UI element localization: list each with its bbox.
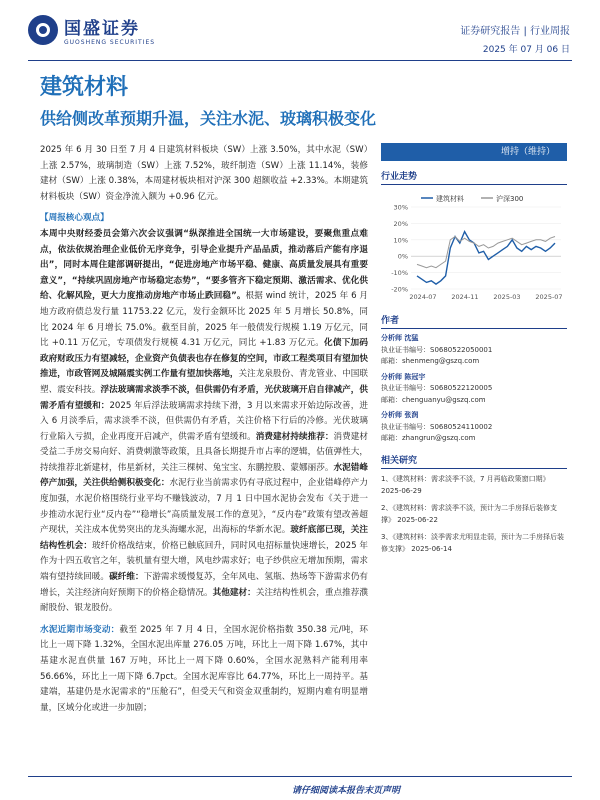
rating-badge: 增持（维持） — [381, 143, 567, 161]
y-tick-label: 0% — [397, 252, 408, 261]
core-bold-7: 碳纤维： — [109, 572, 144, 583]
core-text-5: 水泥行业当前需求仍有寻底过程中，企业错峰停产力度加强，水泥价格围绕行业平均不赚钱波动，7 月 1 日中国水泥协会发布《关于进一步推动水泥行业“反内卷”“稳增长”高质量发展工作的意见》，“反内卷”政策有望改善超产现状，关注成本优势突出的龙头海螺水泥，出海标的华新水泥。 — [40, 478, 368, 536]
section-title-core: 【周报核心观点】 — [40, 213, 109, 224]
core-bold-8: 其他建材： — [212, 587, 256, 598]
related-item[interactable]: 1、《建筑材料：需求淡季不淡，7 月再临政策窗口期》 2025-06-29 — [381, 474, 550, 495]
analyst-name: 分析师 陈冠宇 — [381, 372, 426, 381]
core-bold-1: 本周中央财经委员会第六次会议强调“纵深推进全国统一大市场建设，要聚焦重点难点，依法依规治理企业低价无序竞争，引导企业提升产品品质，推动落后产能有序退出”，同时本周住建部调研提出，“促进房地产市场平稳、健康、高质量发展具有重要意义”，“持续巩固房地产市场稳定态势”，“要多管齐下稳定预期、激活需求、优化供给、化解风险，更大力度推动房地产市场止跌回稳”。 — [40, 228, 368, 302]
cement-text: 截至 2025 年 7 月 4 日，全国水泥价格指数 350.38 元/吨，环比上一周下降 1.32%，全国水泥出库量 276.05 万吨，环比上一周下降 1.67%，其中基建水泥直供量 167 万吨，环比上一周下降 0.60%，全国水泥熟料产能利用率 56.66%，环比上一周下降 6.7pct。全国水泥库容比 64.77%，环比上一周持平。基建端，基建仍是水泥需求的“压舱石”，但受天气和资金双重制约，短期内难有明显增量，区域分化或进一步加剧； — [40, 624, 368, 713]
core-bold-3: 浮法玻璃需求淡季不淡，但供需仍有矛盾，光伏玻璃开启自律减产，供需矛盾有望缓和： — [40, 384, 368, 411]
analyst-3 — [381, 410, 567, 445]
analyst-list — [381, 333, 567, 445]
related-item[interactable]: 3、《建筑材料：淡季需求尤明显走弱，预计为二手房择后装修支撑》 2025-06-14 — [381, 532, 564, 553]
trend-title: 行业走势 — [381, 169, 567, 185]
authors-title: 作者 — [381, 313, 567, 329]
core-text-7: 下游需求缓慢复苏，全年风电、氢瓶、热场等下游需求仍有增长，关注经济向好预期下的价格企稳情况。 — [40, 572, 368, 598]
x-tick-label: 2025-03 — [493, 293, 521, 301]
report-type: 证券研究报告 | 行业周报 — [460, 26, 570, 37]
sidebar — [381, 143, 567, 560]
trend-chart-svg — [381, 189, 567, 305]
footer-divider — [28, 776, 572, 777]
footer — [0, 776, 600, 800]
core-text-2: 关注龙泉股份、青龙管业、中国联塑、震安科技。 — [40, 369, 368, 395]
legend-label-hs300: 沪深300 — [496, 195, 524, 203]
y-tick-label: -20% — [391, 285, 408, 294]
intro-paragraph: 2025 年 6 月 30 日至 7 月 4 日建筑材料板块（SW）上涨 3.50%，其中水泥（SW）上涨 2.57%，玻璃制造（SW）上涨 7.52%，玻纤制造（SW）上涨 11.14%，装修建材（SW）上涨 0.38%，本周建材板块相对沪深 300 超额收益 +2.33%。本期建筑材料板块（SW）资金净流入额为 +0.96 亿元。 — [40, 145, 368, 202]
legend-label-building: 建筑材料 — [436, 195, 464, 203]
logo-name-en: GUOSHENG SECURITIES — [64, 39, 156, 46]
y-tick-label: -10% — [391, 269, 408, 278]
analyst-cert: 执业证书编号：S0680524110002 — [381, 422, 493, 431]
analyst-name: 分析师 沈猛 — [381, 334, 419, 342]
series-line-building — [417, 232, 555, 285]
analyst-email: 邮箱：zhangrun@gszq.com — [381, 434, 476, 442]
core-text-4: 消费建材受益二手房交易向好、消费刺激等政策，且具备长期提升市占率的逻辑，估值弹性大，持续推荐北新建材，伟星新材，关注三棵树、兔宝宝、东鹏控股、蒙娜丽莎。 — [40, 431, 368, 473]
industry-title: 建筑材料 — [40, 75, 129, 100]
y-tick-label: 30% — [393, 203, 408, 212]
analyst-email: 邮箱：chenguanyu@gszq.com — [381, 395, 486, 404]
analyst-name: 分析师 张润 — [381, 411, 419, 419]
related-title: 相关研究 — [381, 453, 567, 469]
report-headline: 供给侧改革预期升温，关注水泥、玻璃积极变化 — [40, 109, 377, 128]
y-tick-label: 10% — [393, 236, 408, 245]
x-tick-label: 2024-11 — [451, 293, 479, 301]
logo-name: 国盛证券 — [64, 19, 140, 39]
series-line-hs300 — [417, 237, 555, 268]
core-bold-4: 消费建材持续推荐： — [255, 431, 334, 442]
section-title-cement: 水泥近期市场变动： — [40, 624, 120, 635]
logo — [28, 14, 155, 46]
analyst-email: 邮箱：shenmeng@gszq.com — [381, 357, 480, 365]
main-body — [40, 143, 368, 716]
analyst-cert: 执业证书编号：S0680522120005 — [381, 384, 493, 392]
y-tick-label: 20% — [393, 219, 408, 228]
trend-chart — [381, 189, 567, 305]
header-divider — [28, 60, 572, 61]
core-bold-5: 水泥错峰停产加强，关注供给侧积极变化： — [40, 462, 368, 489]
analyst-2 — [381, 372, 567, 407]
logo-icon — [28, 15, 58, 45]
x-tick-label: 2024-07 — [409, 293, 437, 301]
x-tick-label: 2025-07 — [535, 293, 563, 301]
analyst-cert: 执业证书编号：S0680522050001 — [381, 345, 493, 354]
related-item[interactable]: 2、《建筑材料：需求淡季不淡，预计为二手房择后装修支撑》 2025-06-22 — [381, 503, 557, 524]
core-text-1: 根据 wind 统计，2025 年 6 月地方政府债总发行量 11753.22 亿元，发行金额环比 2025 年 5 月增长 50.8%，同比 2024 年 6 月增长 75.0%。截至目前，2025 年一般债发行规模 1.19 万亿元，同比 +0.11 万亿元，专项债发行规模 4.31 万亿元，同比 +1.83 万亿元。 — [40, 291, 368, 349]
core-text-8: 关注结构性机会，重点推荐濮耐股份、银龙股份。 — [40, 587, 368, 614]
report-header — [0, 0, 600, 62]
related-list — [381, 473, 567, 556]
core-bold-6: 玻纤底部已现，关注结构性机会： — [40, 525, 368, 551]
core-text-6: 玻纤价格战结束，价格已触底回升，同时风电招标量快速增长，2025 年作为十四五收官之年，装机量有望大增，风电纱需求好；电子纱供应无增加预期，需求端有望持续回暖。 — [40, 540, 368, 583]
core-text-3: 2025 年后浮法玻璃需求持续下滑，3 月以来需求开始边际改善，进入 6 月淡季后，需求淡季不淡，但供需仍有矛盾，关注价格下行后的冷修。光伏玻璃行业陷入亏损，企业再度开启减产，供需矛盾有望缓和。 — [40, 400, 368, 442]
report-date: 2025 年 07 月 06 日 — [482, 45, 570, 55]
analyst-1 — [381, 333, 567, 368]
core-bold-2: 化债下加码政府财政压力有望减轻，企业资产负债表也存在修复的空间，市政工程类项目有望加快推进，市政管网及城隔震实例工作量有望加快落地， — [40, 338, 368, 380]
footer-disclaimer: 请仔细阅读本报告末页声明 — [291, 786, 400, 796]
